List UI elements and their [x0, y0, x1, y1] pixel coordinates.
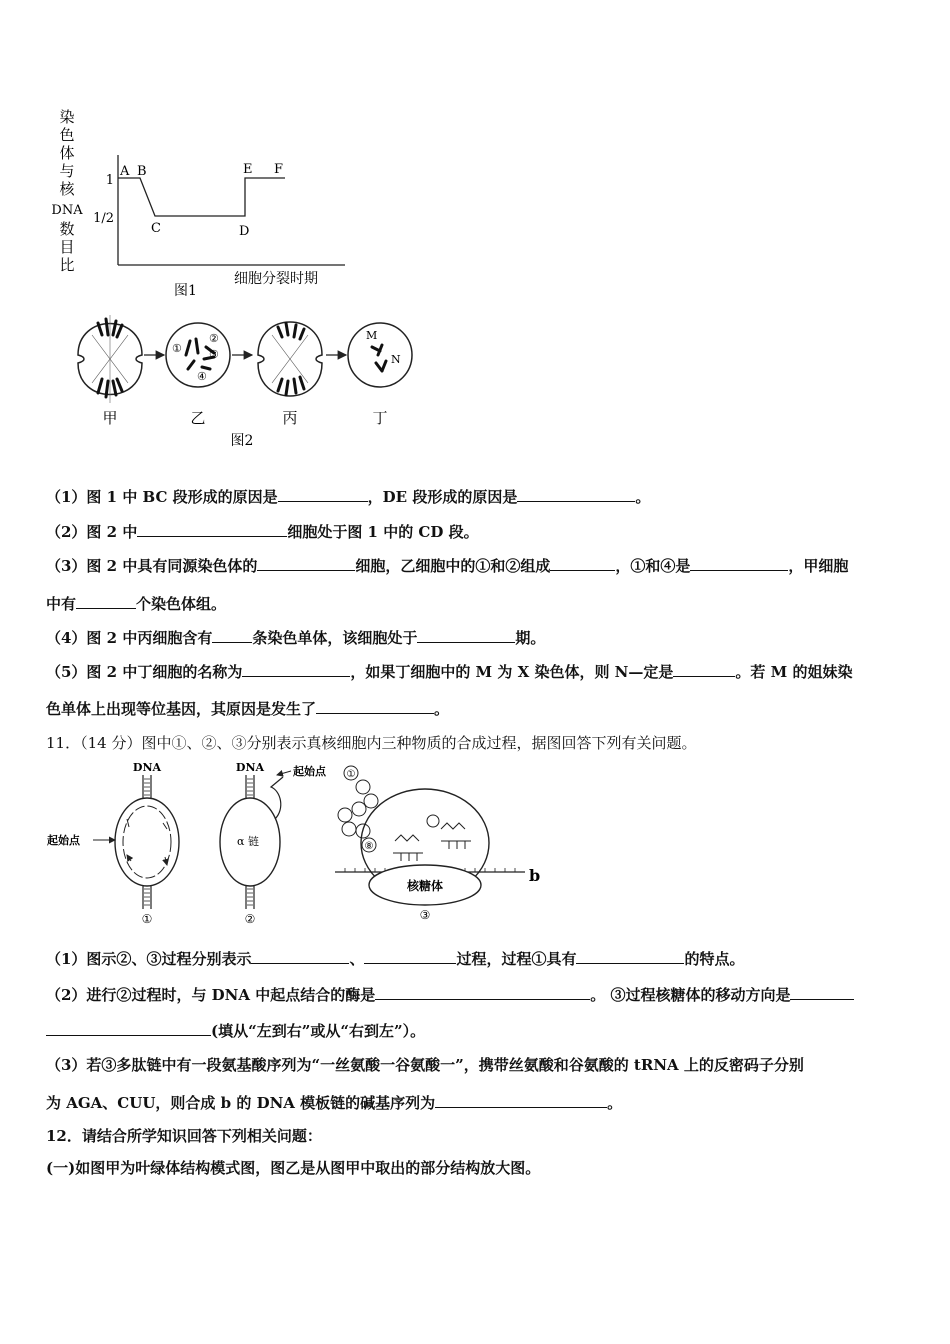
q10-p5-text: （5）图 2 中丁细胞的名称为	[46, 663, 243, 681]
process-2-transcription	[220, 761, 327, 926]
ytick-half: 1/2	[93, 211, 114, 226]
ylabel-char: 染	[59, 108, 75, 126]
cell-label-bing: 丙	[282, 409, 298, 427]
q10-p2-text: （2）图 2 中	[46, 523, 138, 541]
point-label-a: A	[120, 164, 130, 179]
point-label-e: E	[243, 162, 253, 177]
q11-stem	[46, 733, 696, 753]
q12-part-1	[46, 1158, 540, 1178]
cell-ding	[348, 323, 412, 387]
figure-2-cells	[70, 305, 420, 455]
origin-label: 起始点	[293, 765, 326, 778]
answer-blank[interactable]	[375, 984, 590, 1000]
figure-1-caption: 图1	[174, 283, 197, 299]
process-1-replication	[47, 761, 179, 926]
q10-p3b-text: 中有	[46, 595, 77, 613]
q10-p1-text: （1）图 1 中 BC 段形成的原因是	[46, 488, 278, 506]
point-label-f: F	[274, 162, 284, 177]
point-label-c: C	[151, 221, 161, 236]
ribosome-label: 核糖体	[406, 879, 444, 893]
answer-blank[interactable]	[212, 627, 252, 643]
process-label-3: ③	[419, 908, 431, 922]
chromosome-label-m: M	[366, 329, 378, 342]
q10-p4-text: （4）图 2 中丙细胞含有	[46, 629, 213, 647]
answer-blank[interactable]	[517, 486, 635, 502]
chain-label-1: ①	[346, 769, 356, 780]
origin-label: 起始点	[47, 834, 80, 847]
figure-1-chart	[40, 100, 370, 305]
q11-p1-text: 过程，过程①具有	[456, 950, 577, 968]
q11-p1-text: 的特点。	[684, 950, 745, 968]
answer-blank[interactable]	[257, 555, 355, 571]
answer-blank[interactable]	[690, 555, 788, 571]
answer-blank[interactable]	[790, 984, 854, 1000]
q10-p5-text: ，如果丁细胞中的 M 为 X 染色体，则 N—定是	[350, 663, 674, 681]
marker-2: ②	[209, 332, 219, 345]
ylabel-char: 色	[59, 126, 75, 144]
q11-p2-text: （2）进行②过程时，与 DNA 中起点结合的酶是	[46, 986, 376, 1004]
q11-part-3	[46, 1055, 804, 1075]
q11-part-2-cont	[46, 1020, 425, 1041]
answer-blank[interactable]	[137, 521, 287, 537]
marker-4: ④	[197, 370, 207, 383]
cell-label-ding: 丁	[372, 409, 388, 427]
answer-blank[interactable]	[316, 698, 434, 714]
cell-labels	[102, 409, 387, 427]
ylabel-char: DNA	[51, 203, 83, 218]
q10-part-1	[46, 486, 650, 507]
q11-p3-text: （3）若③多肽链中有一段氨基酸序列为“一丝氨酸一谷氨酸一”，携带丝氨酸和谷氨酸的 tRNA 上的反密码子分别	[46, 1056, 804, 1074]
q11-p3b-text: 为 AGA、CUU，则合成 b 的 DNA 模板链的碱基序列为	[46, 1094, 436, 1112]
q10-p3-text: ，①和④是	[615, 557, 691, 575]
q10-p3-text: ，甲细胞	[788, 557, 849, 575]
answer-blank[interactable]	[550, 555, 615, 571]
q10-part-2	[46, 521, 479, 542]
q10-part-4	[46, 627, 545, 648]
q11-part-1	[46, 948, 745, 969]
chromosome-label-n: N	[391, 353, 401, 366]
answer-blank[interactable]	[242, 661, 350, 677]
x-axis-label: 细胞分裂时期	[234, 271, 318, 287]
marker-1: ①	[172, 342, 182, 355]
answer-blank[interactable]	[576, 948, 684, 964]
point-label-b: B	[137, 164, 147, 179]
q10-p1-text: 。	[635, 488, 651, 506]
figure-q11-processes	[45, 757, 555, 929]
cell-yi	[166, 323, 230, 387]
cell-label-yi: 乙	[190, 409, 206, 427]
q11-p3b-text: 。	[607, 1094, 623, 1112]
ylabel-char: 数	[59, 220, 75, 238]
answer-blank[interactable]	[278, 486, 368, 502]
process-3-translation	[335, 766, 540, 922]
q10-p1-text: ，DE 段形成的原因是	[367, 488, 518, 506]
answer-blank[interactable]	[76, 593, 136, 609]
question-number: 11．（14 分）	[46, 734, 142, 752]
q10-p2-text: 细胞处于图 1 中的 CD 段。	[287, 523, 479, 541]
q11-part-3-cont	[46, 1092, 622, 1113]
label-b: b	[529, 866, 541, 885]
ylabel-char: 与	[59, 162, 75, 180]
answer-blank[interactable]	[364, 948, 456, 964]
q10-part-3-cont	[46, 593, 226, 614]
q10-p4-text: 条染色单体，该细胞处于	[252, 629, 418, 647]
ylabel-char: 体	[59, 144, 75, 162]
q11-p1-text: （1）图示②、③过程分别表示	[46, 950, 252, 968]
point-label-d: D	[239, 224, 250, 239]
q12-p1-text: (一)如图甲为叶绿体结构模式图，图乙是从图甲中取出的部分结构放大图。	[46, 1159, 541, 1177]
answer-blank[interactable]	[46, 1020, 211, 1036]
answer-blank[interactable]	[417, 627, 515, 643]
cell-bing	[258, 322, 322, 396]
q10-p5b-text: 色单体上出现等位基因，其原因是发生了	[46, 700, 317, 718]
ylabel-char: 比	[59, 256, 75, 274]
q11-p1-text: 、	[349, 950, 365, 968]
q11-p2-text: 。 ③过程核糖体的移动方向是	[590, 986, 791, 1004]
point-labels	[119, 162, 283, 239]
ylabel-char: 核	[59, 180, 75, 198]
q10-p4-text: 期。	[515, 629, 546, 647]
q10-p5-text: 。若 M 的姐妹染	[735, 663, 853, 681]
q10-part-3	[46, 555, 848, 576]
figure-2-caption: 图2	[230, 433, 254, 449]
dna-label: DNA	[235, 761, 265, 774]
figure-1-ylabel	[51, 108, 83, 274]
q10-part-5	[46, 661, 852, 682]
alpha-chain-label: α 链	[237, 835, 259, 848]
q10-part-5-cont	[46, 698, 449, 719]
q10-p5b-text: 。	[434, 700, 450, 718]
q11-part-2	[46, 984, 854, 1005]
q11-p2b-text: (填从“左到右”或从“右到左”）。	[211, 1022, 426, 1040]
cell-jia	[78, 315, 142, 403]
q10-p3-text: 细胞，乙细胞中的①和②组成	[355, 557, 551, 575]
answer-blank[interactable]	[673, 661, 735, 677]
q10-p3b-text: 个染色体组。	[136, 595, 227, 613]
chain-label-8: ⑧	[364, 841, 374, 852]
q11-stem-text: 图中①、②、③分别表示真核细胞内三种物质的合成过程，据图回答下列有关问题。	[141, 734, 697, 752]
answer-blank[interactable]	[435, 1092, 607, 1108]
ytick-1: 1	[105, 173, 114, 188]
marker-3: ③	[209, 348, 219, 361]
q12-stem-text: 12．请结合所学知识回答下列相关问题：	[46, 1127, 322, 1145]
q12-stem	[46, 1126, 322, 1146]
cell-label-jia: 甲	[102, 409, 118, 427]
q10-p3-text: （3）图 2 中具有同源染色体的	[46, 557, 258, 575]
ratio-line	[118, 178, 285, 216]
ylabel-char: 目	[59, 238, 75, 256]
process-label-2: ②	[244, 912, 256, 926]
process-label-1: ①	[141, 912, 153, 926]
dna-label: DNA	[132, 761, 162, 774]
answer-blank[interactable]	[251, 948, 349, 964]
